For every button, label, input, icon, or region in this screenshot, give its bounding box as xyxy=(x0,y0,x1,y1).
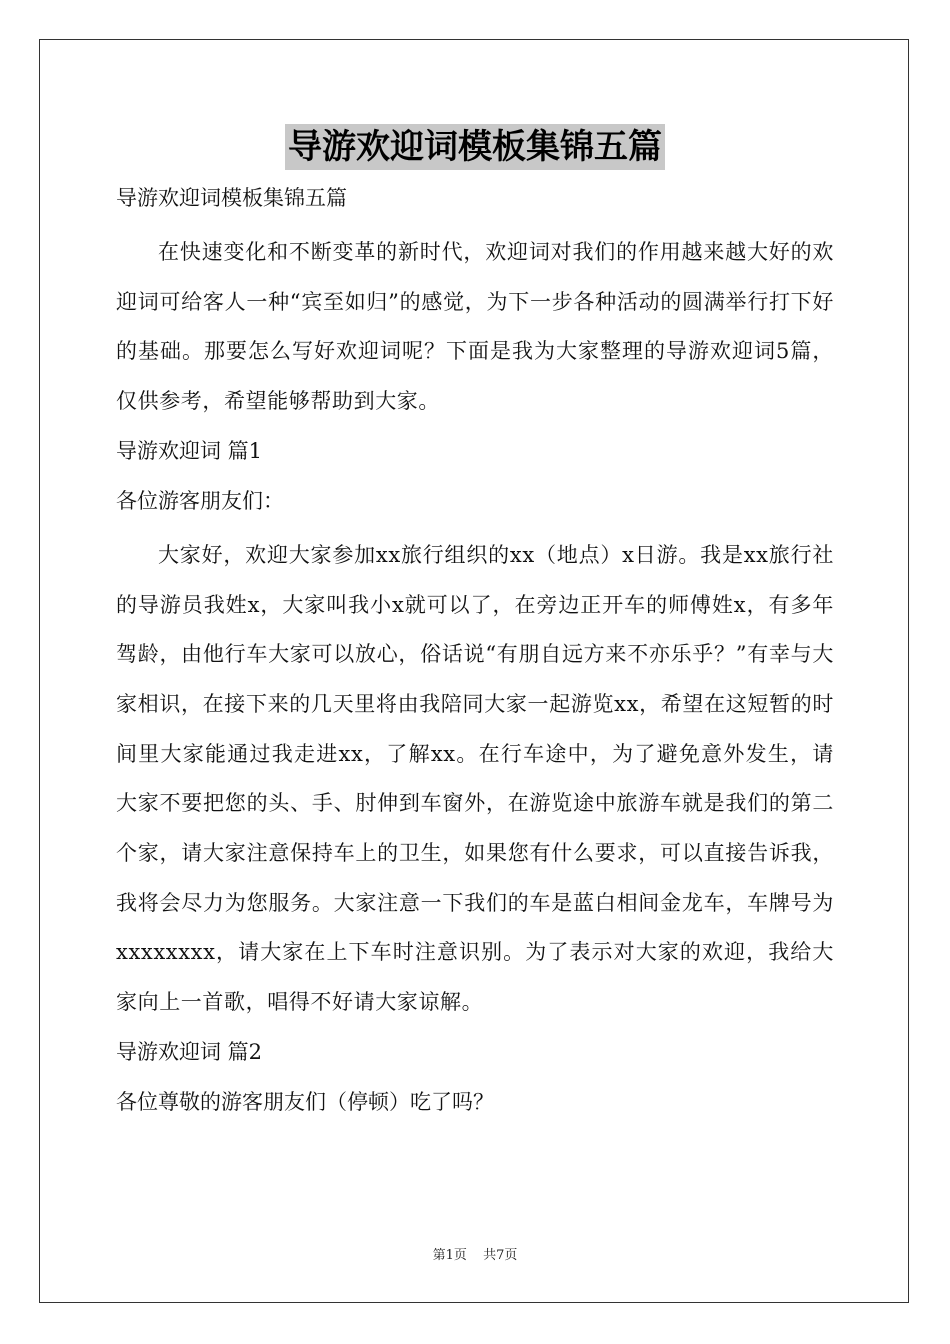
page-footer xyxy=(0,1246,950,1266)
section-greeting-1: 各位游客朋友们： xyxy=(116,488,284,513)
document-body xyxy=(116,178,834,1132)
section-greeting-2: 各位尊敬的游客朋友们（停顿）吃了吗？ xyxy=(116,1089,494,1114)
page-number-total: 共7页 xyxy=(483,1248,518,1263)
section-heading-2: 导游欢迎词 篇2 xyxy=(116,1039,263,1064)
page-number-current: 第1页 xyxy=(432,1248,467,1263)
section-body-1: 大家好，欢迎大家参加xx旅行组织的xx（地点）x日游。我是xx旅行社的导游员我姓x，大家叫我小x就可以了，在旁边正开车的师傅姓x，有多年驾龄，由他行车大家可以放心，俗话说“有朋自远方来不亦乐乎？”有幸与大家相识，在接下来的几天里将由我陪同大家一起游览xx，希望在这短暂的时间里大家能通过我走进xx，了解xx。在行车途中，为了避免意外发生，请大家不要把您的头、手、肘伸到车窗外，在游览途中旅游车就是我们的第二个家，请大家注意保持车上的卫生，如果您有什么要求，可以直接告诉我，我将会尽力为您服务。大家注意一下我们的车是蓝白相间金龙车，车牌号为xxxxxxxx，请大家在上下车时注意识别。为了表示对大家的欢迎，我给大家向上一首歌，唱得不好请大家谅解。 xyxy=(116,542,834,1015)
document-subtitle: 导游欢迎词模板集锦五篇 xyxy=(116,186,347,210)
document-title: 导游欢迎词模板集锦五篇 xyxy=(285,124,665,170)
title-container xyxy=(0,124,950,170)
intro-paragraph: 在快速变化和不断变革的新时代，欢迎词对我们的作用越来越大好的欢迎词可给客人一种“宾至如归”的感觉，为下一步各种活动的圆满举行打下好的基础。那要怎么写好欢迎词呢？下面是我为大家整理的导游欢迎词5篇，仅供参考，希望能够帮助到大家。 xyxy=(116,240,834,414)
section-heading-1: 导游欢迎词 篇1 xyxy=(116,438,263,463)
